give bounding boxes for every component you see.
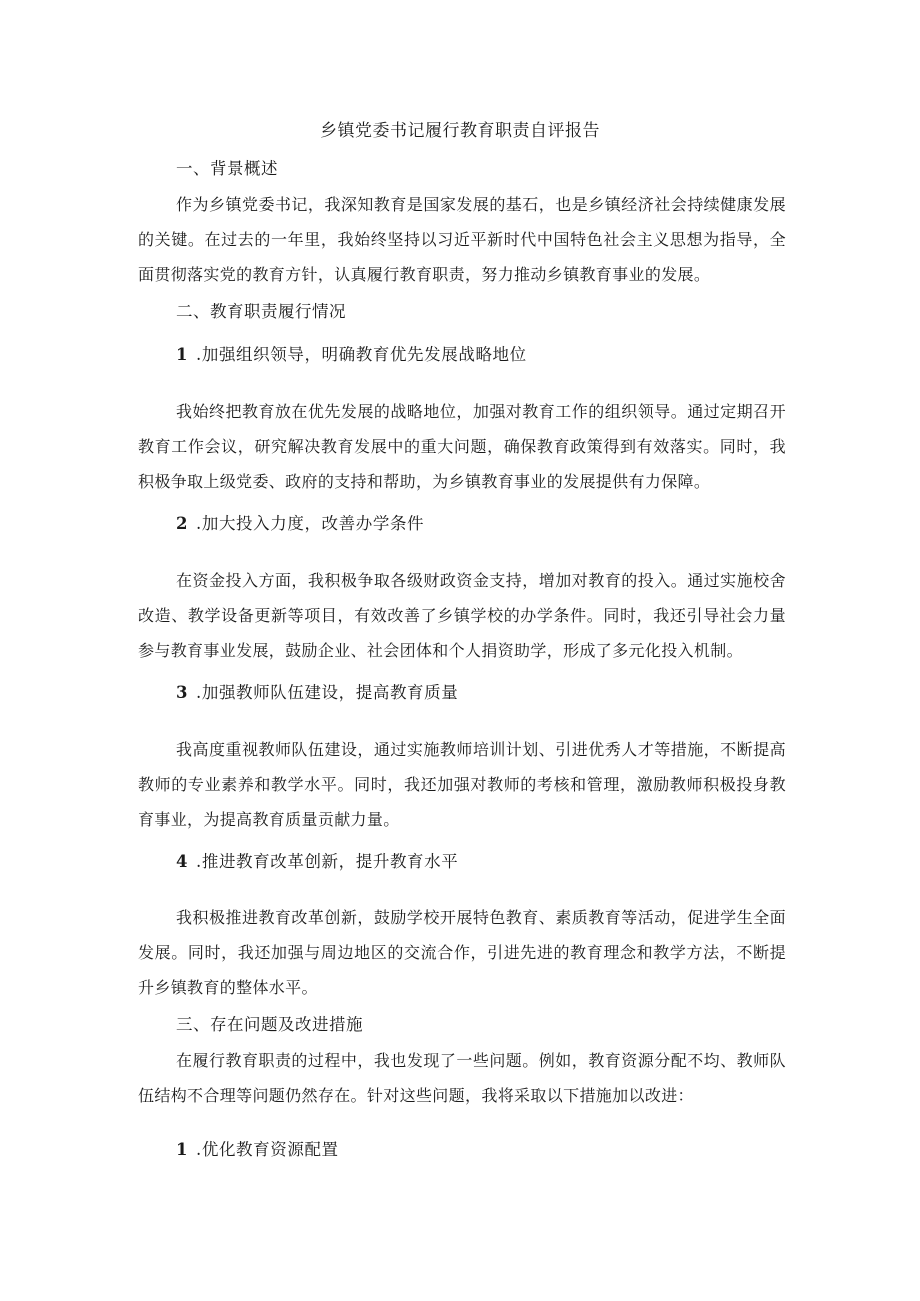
section-2-item-1-paragraph: 我始终把教育放在优先发展的战略地位，加强对教育工作的组织领导。通过定期召开教育工作会议，研究解决教育发展中的重大问题，确保教育政策得到有效落实。同时，我积极争取上级党委、政府的支持和帮助，为乡镇教育事业的发展提供有力保障。 — [138, 402, 786, 491]
section-2-item-1-title — [176, 343, 527, 367]
section-1-paragraph: 作为乡镇党委书记，我深知教育是国家发展的基石，也是乡镇经济社会持续健康发展的关键。在过去的一年里，我始终坚持以习近平新时代中国特色社会主义思想为指导，全面贯彻落实党的教育方针，认真履行教育职责，努力推动乡镇教育事业的发展。 — [138, 195, 786, 284]
section-2-item-2-paragraph: 在资金投入方面，我积极争取各级财政资金支持，增加对教育的投入。通过实施校舍改造、教学设备更新等项目，有效改善了乡镇学校的办学条件。同时，我还引导社会力量参与教育事业发展，鼓励企业、社会团体和个人捐资助学，形成了多元化投入机制。 — [138, 571, 786, 660]
item-title-text: .加大投入力度，改善办学条件 — [196, 514, 425, 533]
document-title: 乡镇党委书记履行教育职责自评报告 — [320, 121, 600, 141]
section-3-heading: 三、存在问题及改进措施 — [176, 1015, 363, 1034]
section-2-item-4-title — [176, 850, 458, 874]
section-3-item-1-title — [176, 1138, 339, 1162]
section-2-heading: 二、教育职责履行情况 — [176, 302, 346, 321]
item-number: 3 — [176, 683, 189, 702]
item-number: 1 — [176, 345, 189, 364]
item-number: 1 — [176, 1140, 189, 1159]
item-number: 4 — [176, 852, 189, 871]
section-2-item-3-title — [176, 681, 458, 705]
item-title-text: .优化教育资源配置 — [196, 1140, 339, 1159]
section-3-paragraph: 在履行教育职责的过程中，我也发现了一些问题。例如，教育资源分配不均、教师队伍结构不合理等问题仍然存在。针对这些问题，我将采取以下措施加以改进： — [138, 1051, 786, 1105]
item-title-text: .推进教育改革创新，提升教育水平 — [196, 852, 459, 871]
section-2-item-4-paragraph: 我积极推进教育改革创新，鼓励学校开展特色教育、素质教育等活动，促进学生全面发展。同时，我还加强与周边地区的交流合作，引进先进的教育理念和教学方法，不断提升乡镇教育的整体水平。 — [138, 908, 786, 997]
item-title-text: .加强组织领导，明确教育优先发展战略地位 — [196, 345, 527, 364]
section-1-heading: 一、背景概述 — [176, 159, 278, 178]
item-title-text: .加强教师队伍建设，提高教育质量 — [196, 683, 459, 702]
section-2-item-3-paragraph: 我高度重视教师队伍建设，通过实施教师培训计划、引进优秀人才等措施，不断提高教师的专业素养和教学水平。同时，我还加强对教师的考核和管理，激励教师积极投身教育事业，为提高教育质量贡献力量。 — [138, 740, 786, 829]
section-2-item-2-title — [176, 512, 424, 536]
item-number: 2 — [176, 514, 189, 533]
